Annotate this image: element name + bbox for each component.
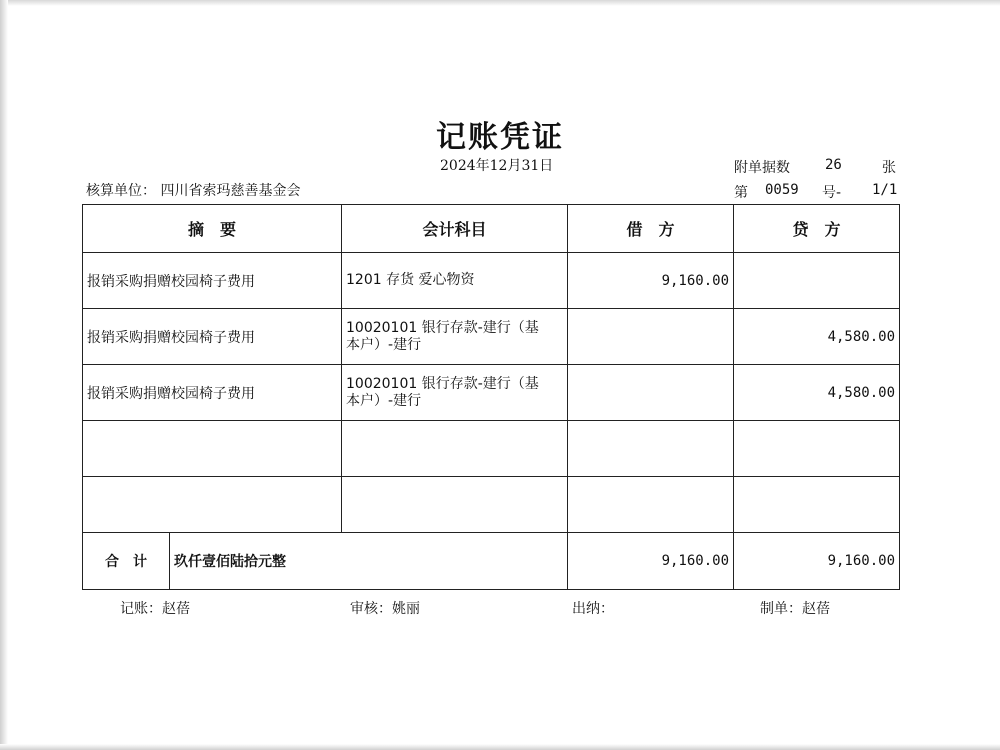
- attachments-unit: 张: [882, 160, 896, 176]
- total-label: 合 计: [83, 533, 170, 590]
- row-account: 1201 存货 爱心物资: [342, 253, 568, 309]
- attachments-label: 附单据数: [734, 160, 790, 176]
- row-credit: 4,580.00: [734, 309, 900, 365]
- row-summary: 报销采购捐赠校园椅子费用: [83, 309, 342, 365]
- preparer-name: 赵蓓: [802, 601, 830, 617]
- voucher-number-prefix: 第: [734, 185, 748, 201]
- cashier-label: 出纳：: [572, 601, 614, 617]
- row-credit: [734, 421, 900, 477]
- row-credit: 4,580.00: [734, 365, 900, 421]
- reviewer-label: 审核：: [350, 601, 392, 617]
- col-header-credit: 贷 方: [734, 205, 900, 253]
- voucher-number-suffix: 号-: [822, 185, 842, 201]
- reviewer-field: [350, 598, 420, 618]
- row-account: 10020101 银行存款-建行（基 本户）-建行: [342, 365, 568, 421]
- voucher-date: 2024年12月31日: [440, 158, 554, 174]
- total-credit: 9,160.00: [734, 533, 900, 590]
- row-summary: 报销采购捐赠校园椅子费用: [83, 253, 342, 309]
- entity-name: 四川省索玛慈善基金会: [160, 183, 301, 199]
- table-row: [83, 365, 900, 421]
- row-summary: 报销采购捐赠校园椅子费用: [83, 365, 342, 421]
- row-summary: [83, 421, 342, 477]
- header-row: [83, 205, 900, 253]
- row-debit: 9,160.00: [568, 253, 734, 309]
- row-debit: [568, 477, 734, 533]
- table-row: [83, 309, 900, 365]
- table-row: [83, 253, 900, 309]
- row-credit: [734, 477, 900, 533]
- row-debit: [568, 365, 734, 421]
- bookkeeper-field: [120, 598, 190, 618]
- accounting-entity: [86, 180, 300, 200]
- entity-label: 核算单位：: [86, 183, 156, 199]
- row-debit: [568, 309, 734, 365]
- row-debit: [568, 421, 734, 477]
- voucher-title: 记账凭证: [436, 120, 564, 155]
- table-row: [83, 421, 900, 477]
- attachments-count: 26: [825, 157, 842, 173]
- col-header-summary: 摘 要: [83, 205, 342, 253]
- row-account: [342, 477, 568, 533]
- bookkeeper-name: 赵蓓: [162, 601, 190, 617]
- reviewer-name: 姚丽: [392, 601, 420, 617]
- voucher-table: [82, 204, 900, 590]
- scan-edge-top: [0, 0, 1000, 6]
- row-account: [342, 421, 568, 477]
- row-credit: [734, 253, 900, 309]
- scan-edge-bottom: [0, 744, 1000, 750]
- preparer-label: 制单：: [760, 601, 802, 617]
- voucher-page: 1/1: [872, 182, 898, 198]
- cashier-field: [572, 598, 614, 618]
- row-account: 10020101 银行存款-建行（基 本户）-建行: [342, 309, 568, 365]
- row-summary: [83, 477, 342, 533]
- bookkeeper-label: 记账：: [120, 601, 162, 617]
- total-amount-in-words: 玖仟壹佰陆拾元整: [170, 533, 568, 590]
- col-header-account: 会计科目: [342, 205, 568, 253]
- table-row: [83, 477, 900, 533]
- total-row: [83, 533, 900, 590]
- preparer-field: [760, 598, 830, 618]
- voucher-number-value: 0059: [765, 182, 799, 198]
- total-debit: 9,160.00: [568, 533, 734, 590]
- col-header-debit: 借 方: [568, 205, 734, 253]
